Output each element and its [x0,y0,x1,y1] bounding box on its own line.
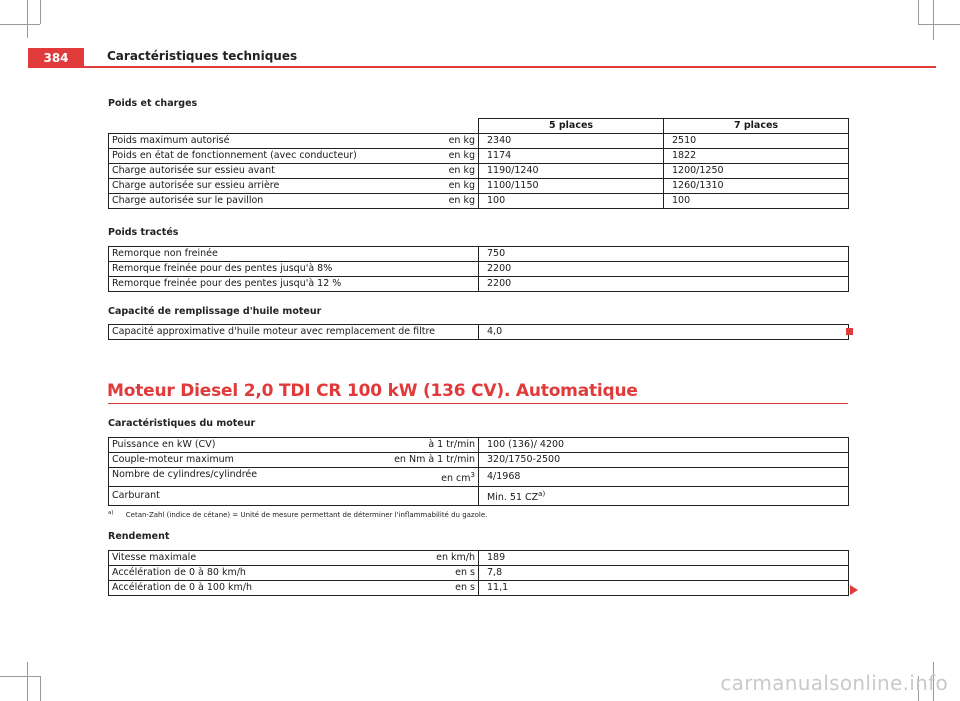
table-cell: 1822 [664,149,849,164]
row-label: Poids maximum autorisé [112,135,230,146]
table-cell-label [109,551,479,566]
table-cell: 2200 [479,262,849,277]
row-unit: en s [455,582,475,593]
table-cell-label: Remorque non freinée [109,247,479,262]
table-cell-label [109,566,479,581]
towing-table [108,246,849,292]
table-header-row [109,119,849,134]
row-unit: en kg [448,135,475,146]
table-row [109,164,849,179]
table-row [109,551,849,566]
crop-mark [0,24,40,25]
table-cell: 4/1968 [479,468,849,487]
section-title-weights: Poids et charges [108,98,198,109]
row-unit-wrap [441,468,475,486]
row-unit: en cm [441,473,471,485]
table-row [109,277,849,292]
row-label: Charge autorisée sur essieu avant [112,165,275,176]
row-label: Nombre de cylindres/cylindrée [112,469,258,480]
table-row [109,179,849,194]
table-row [109,581,849,596]
table-row [109,325,849,340]
section-title-oil: Capacité de remplissage d'huile moteur [108,306,322,317]
crop-mark [27,662,28,701]
table-cell-wrap [479,487,849,506]
table-cell-label [109,164,479,179]
table-cell-label [109,453,479,468]
row-unit: en kg [448,195,475,206]
row-label: Puissance en kW (CV) [112,439,216,450]
section-heading-engine: Moteur Diesel 2,0 TDI CR 100 kW (136 CV). Automatique [107,381,638,401]
crop-mark [40,676,41,701]
table-cell-label [109,134,479,149]
table-cell-label: Remorque freinée pour des pentes jusqu'à 12 % [109,277,479,292]
table-cell: 1260/1310 [664,179,849,194]
row-label: Charge autorisée sur essieu arrière [112,180,280,191]
column-header: 7 places [664,119,849,134]
footnote-text: Cetan-Zahl (indice de cétane) = Unité de mesure permettant de déterminer l'inflammabilité du gazole. [125,511,488,520]
footnote-ref: a) [538,490,546,499]
table-row [109,453,849,468]
table-cell: 100 [479,194,664,209]
footnote [108,510,487,519]
table-cell: Min. 51 CZ [487,492,539,504]
section-title-engine: Caractéristiques du moteur [108,418,256,429]
table-cell: 11,1 [479,581,849,596]
table-cell: 1174 [479,149,664,164]
table-cell: 2200 [479,277,849,292]
table-cell: 750 [479,247,849,262]
table-cell: 100 (136)/ 4200 [479,438,849,453]
section-title-performance: Rendement [108,531,170,542]
table-cell: 1190/1240 [479,164,664,179]
table-cell-label [109,194,479,209]
table-cell-label: Remorque freinée pour des pentes jusqu'à 8% [109,262,479,277]
table-cell: 7,8 [479,566,849,581]
row-label: Charge autorisée sur le pavillon [112,195,264,206]
table-row [109,134,849,149]
table-row [109,487,849,506]
table-cell: 1200/1250 [664,164,849,179]
table-row [109,262,849,277]
column-header: 5 places [479,119,664,134]
row-unit: en kg [448,150,475,161]
table-cell: 2510 [664,134,849,149]
table-cell-label [109,438,479,453]
row-unit: à 1 tr/min [428,439,475,450]
row-label: Vitesse maximale [112,552,197,563]
table-row [109,438,849,453]
table-cell-label [109,149,479,164]
table-cell: 1100/1150 [479,179,664,194]
row-label: Accélération de 0 à 100 km/h [112,582,252,593]
section-title-towing: Poids tractés [108,227,179,238]
section-heading-rule [108,403,848,404]
page-title: Caractéristiques techniques [107,49,298,63]
table-cell-label: Capacité approximative d'huile moteur avec remplacement de filtre [109,325,479,340]
weights-table [108,118,849,209]
page-number: 384 [28,48,84,68]
table-row [109,468,849,487]
table-cell-label [109,487,479,506]
unit-superscript: 3 [470,471,475,479]
row-unit: en km/h [436,552,475,563]
continue-arrow-icon [850,585,858,595]
row-label: Poids en état de fonctionnement (avec conducteur) [112,150,357,161]
table-cell-label [109,179,479,194]
table-row [109,194,849,209]
row-unit: en kg [448,180,475,191]
table-cell: 2340 [479,134,664,149]
crop-mark [0,676,40,677]
table-row [109,247,849,262]
watermark: carmanualsonline.info [720,671,948,695]
table-cell: 189 [479,551,849,566]
performance-table [108,550,849,596]
engine-table [108,437,849,506]
table-cell-label [109,468,479,487]
row-unit: en s [455,567,475,578]
crop-mark [933,0,934,40]
crop-mark [918,24,960,25]
header-rule [28,66,936,68]
oil-table [108,324,849,340]
table-cell: 320/1750-2500 [479,453,849,468]
crop-mark [40,0,41,24]
table-cell: 4,0 [479,325,849,340]
footnote-marker: a) [108,510,114,516]
table-cell-label [109,581,479,596]
row-unit: en kg [448,165,475,176]
table-row [109,149,849,164]
row-unit: en Nm à 1 tr/min [394,454,475,465]
end-of-section-icon [846,328,853,335]
crop-mark [27,0,28,38]
crop-mark [918,0,919,24]
row-label: Carburant [112,490,160,502]
row-label: Accélération de 0 à 80 km/h [112,567,246,578]
table-corner [109,119,479,134]
table-row [109,566,849,581]
table-cell: 100 [664,194,849,209]
row-label: Couple-moteur maximum [112,454,234,465]
